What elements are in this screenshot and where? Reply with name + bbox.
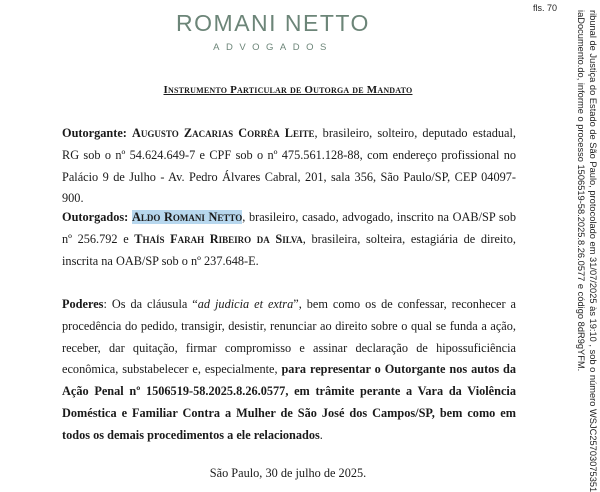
- outorgante-text: , brasileiro, solteiro, deputado estadual, RG sob o nº 54.624.649-7 e CPF sob o nº 475.561.128-88, com endereço profissional no Palácio 9 de Julho - Av. Pedro Álvares Cabral, 201, sala 356, São Paulo/SP, CEP 04097-900.: [62, 126, 516, 206]
- closing-date-line: São Paulo, 30 de julho de 2025.: [209, 466, 367, 480]
- outorgante-label: Outorgante:: [62, 126, 127, 140]
- outorgada-name: Thaís Farah Ribeiro da Silva: [134, 231, 303, 246]
- page-number: fls. 70: [533, 3, 558, 13]
- document-title: Instrumento Particular de Outorga de Mandato: [163, 84, 413, 96]
- outorgante-name: Augusto Zacarias Corrêa Leite: [132, 126, 315, 140]
- brand-logo-name: ROMANI NETTO: [176, 10, 370, 36]
- poderes-clause: ad judicia et extra: [197, 297, 294, 311]
- outorgados-text-1: , brasileiro, casado, advogado, inscrito na OAB/SP sob nº 256.792 e: [62, 210, 516, 246]
- side-note-line-1: ribunal de Justiça do Estado de São Paulo, protocolado em 31/07/2025 às 19:10 , sob o número WSJC25703075351: [588, 10, 598, 492]
- poderes-label: Poderes: [62, 297, 104, 311]
- outorgante-paragraph: [62, 123, 516, 210]
- outorgados-label: Outorgados:: [62, 210, 129, 224]
- poderes-text-b: ”, bem como os de confessar, reconhecer a procedência do pedido, transigir, desistir, renunciar ao direito sobre o qual se funda a ação, receber, dar quitação, firmar compromisso e assinar declaração de hipossuficiência econômica, substabelecer e, especialmente,: [62, 297, 516, 377]
- poderes-paragraph: [62, 294, 516, 447]
- brand-logo-subtitle: ADVOGADOS: [213, 42, 333, 53]
- outorgado-name-highlighted: Aldo Romani Netto: [131, 210, 243, 224]
- side-protocol-note: [575, 10, 598, 490]
- poderes-text-bold: para representar o Outorgante nos autos da Ação Penal nº 1506519-58.2025.8.26.0577, em trâmite perante a Vara da Violência Doméstica e Familiar Contra a Mulher de São José dos Campos/SP, bem como em todos os demais procedimentos a ele relacionados: [62, 362, 516, 442]
- poderes-text-end: .: [319, 427, 323, 442]
- side-note-line-2: iaDocumento.do, informe o processo 1506519-58.2025.8.26.0577 e código 8dR9gYFM.: [576, 10, 587, 372]
- outorgados-text-2: , brasileira, solteira, estagiária de direito, inscrita na OAB/SP sob o nº 237.648-E.: [62, 231, 516, 268]
- outorgados-paragraph: [62, 207, 516, 272]
- poderes-text-a: : Os da cláusula “: [103, 297, 198, 311]
